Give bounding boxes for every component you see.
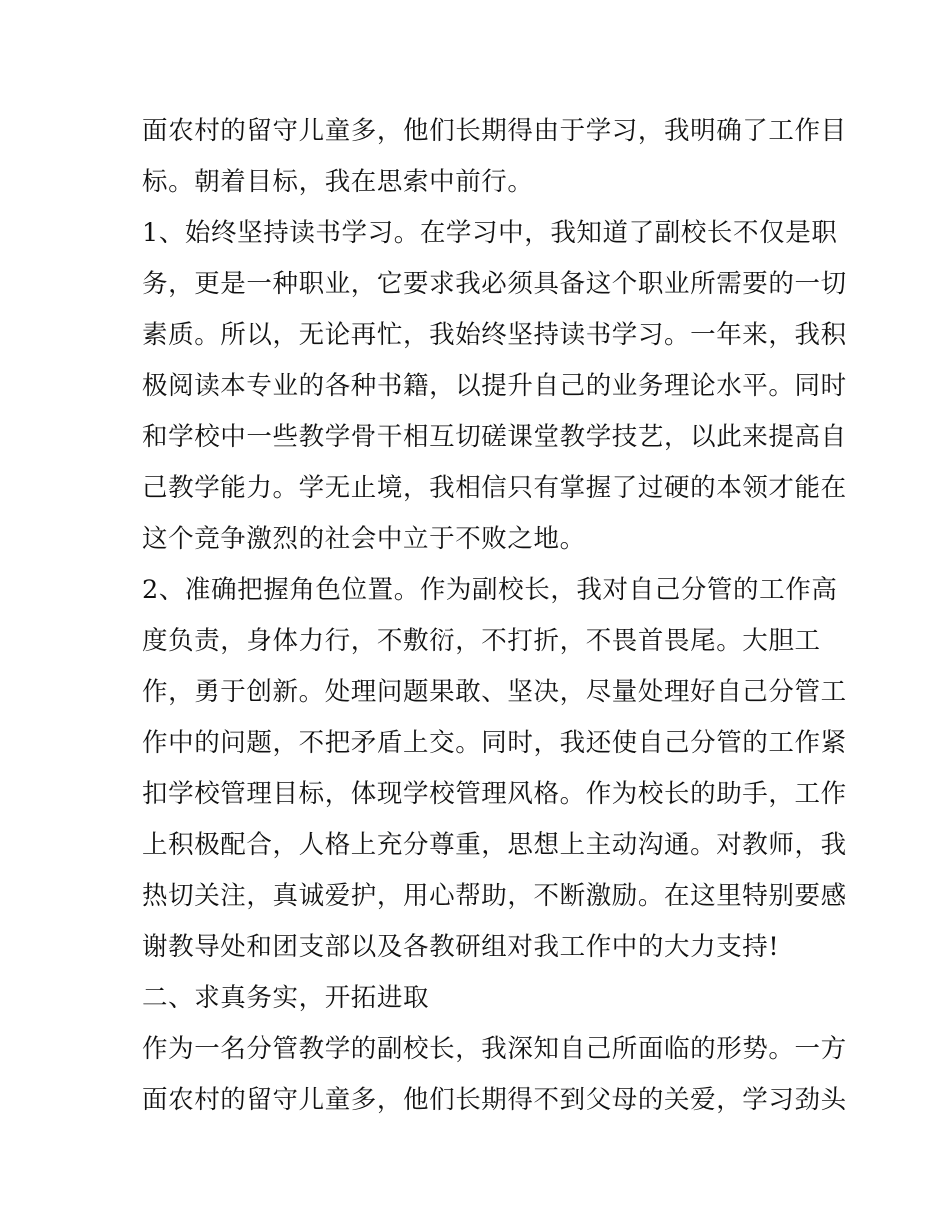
text-line: 作，勇于创新。处理问题果敢、坚决，尽量处理好自己分管工 [142, 677, 847, 707]
text-line: 扣学校管理目标，体现学校管理风格。作为校长的助手，工作 [142, 779, 847, 809]
text-line: 度负责，身体力行，不敷衍，不打折，不畏首畏尾。大胆工 [142, 626, 821, 656]
text-line: 作中的问题，不把矛盾上交。同时，我还使自己分管的工作紧 [142, 728, 847, 758]
text-line: 面农村的留守儿童多，他们长期得由于学习，我明确了工作目 [142, 116, 847, 146]
text-line: 2、准确把握角色位置。作为副校长，我对自己分管的工作高 [142, 575, 838, 605]
text-line: 标。朝着目标，我在思索中前行。 [142, 167, 534, 197]
text-line: 极阅读本专业的各种书籍，以提升自己的业务理论水平。同时 [142, 371, 847, 401]
text-line: 1、始终坚持读书学习。在学习中，我知道了副校长不仅是职 [142, 218, 838, 248]
text-line: 素质。所以，无论再忙，我始终坚持读书学习。一年来，我积 [142, 320, 847, 350]
text-line: 热切关注，真诚爱护，用心帮助，不断激励。在这里特别要感 [142, 881, 847, 911]
text-line: 上积极配合，人格上充分尊重，思想上主动沟通。对教师，我 [142, 830, 847, 860]
text-line: 务，更是一种职业，它要求我必须具备这个职业所需要的一切 [142, 269, 847, 299]
text-line: 面农村的留守儿童多，他们长期得不到父母的关爱，学习劲头 [142, 1085, 847, 1115]
section-heading: 二、求真务实，开拓进取 [142, 983, 430, 1013]
text-line: 谢教导处和团支部以及各教研组对我工作中的大力支持! [142, 932, 780, 962]
text-line: 和学校中一些教学骨干相互切磋课堂教学技艺，以此来提高自 [142, 422, 847, 452]
document-body [142, 106, 847, 1126]
text-line: 作为一名分管教学的副校长，我深知自己所面临的形势。一方 [142, 1034, 847, 1064]
text-line: 己教学能力。学无止境，我相信只有掌握了过硬的本领才能在 [142, 473, 847, 503]
text-line: 这个竞争激烈的社会中立于不败之地。 [142, 524, 586, 554]
